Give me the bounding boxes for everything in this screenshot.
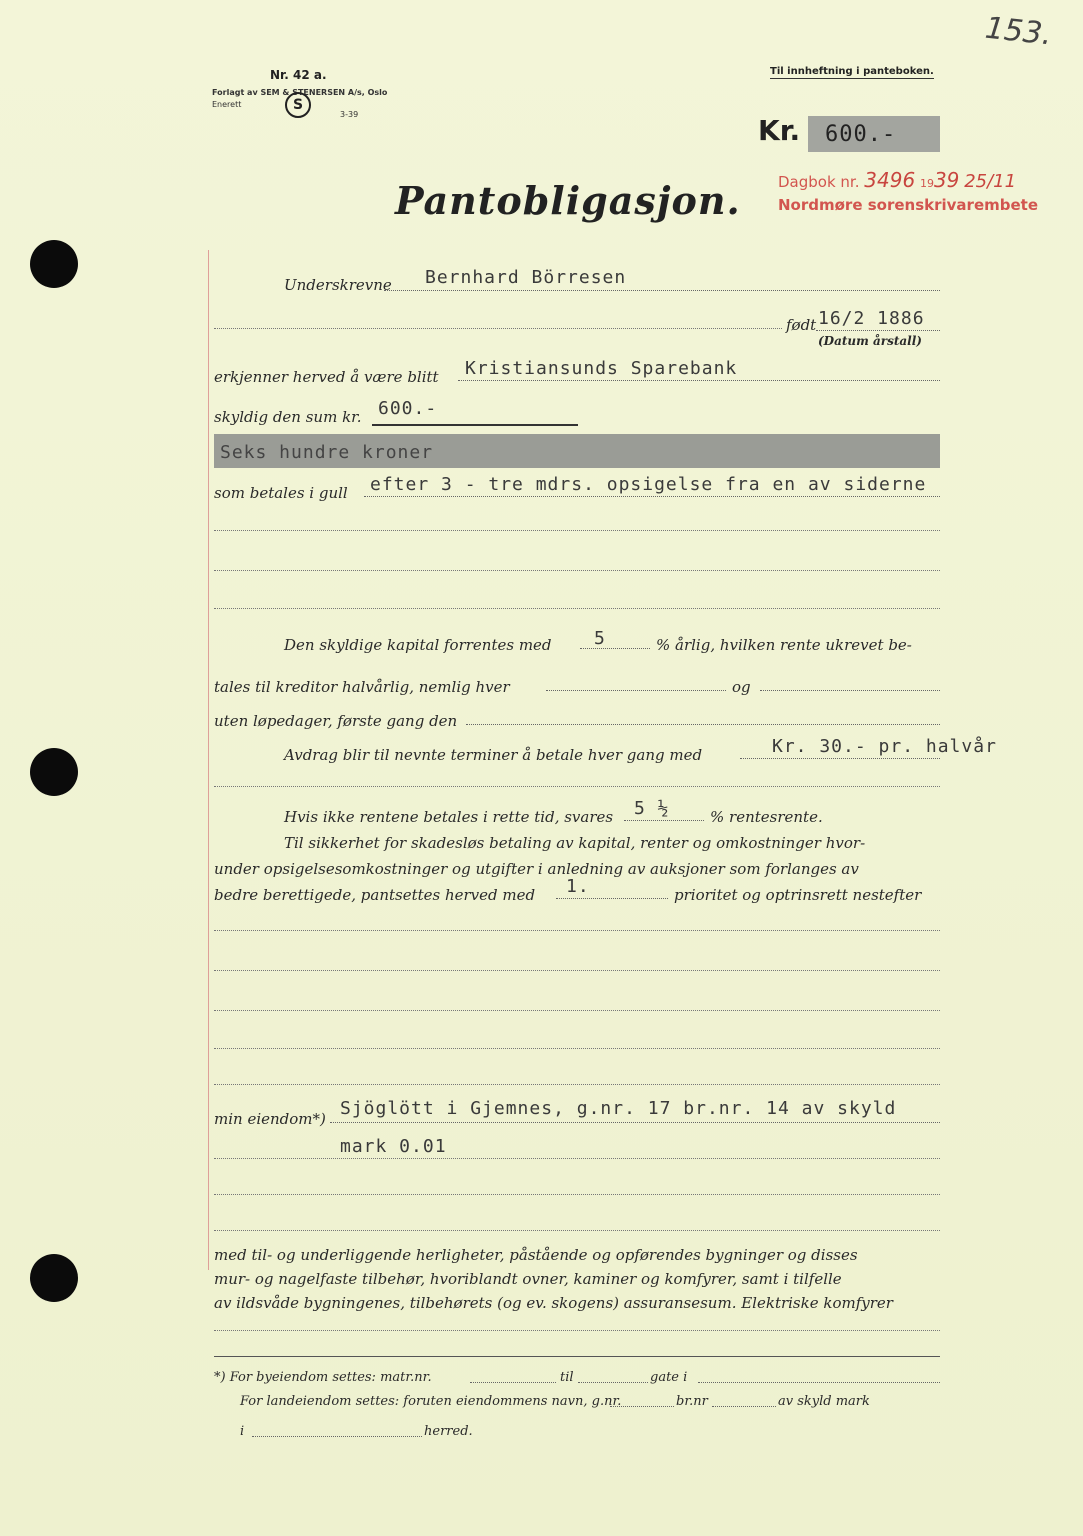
hver-line	[546, 690, 726, 691]
footnote-l3a: i	[240, 1424, 245, 1439]
publisher-right: Enerett	[212, 100, 242, 109]
rente-line1a: Den skyldige kapital forrentes med	[284, 636, 552, 654]
sikkerhet-line1: Til sikkerhet for skadesløs betaling av kapital, renter og omkostninger hvor-	[284, 834, 866, 852]
footnote-l1a: *) For byeiendom settes: matr.nr.	[214, 1370, 432, 1385]
stamp-dagbok-number: 3496	[864, 168, 916, 192]
fodt-label: født	[786, 316, 817, 334]
publisher-logo: S	[285, 92, 311, 118]
avdrag-value: Kr. 30.- pr. halvår	[772, 736, 997, 757]
blank-line	[214, 1230, 940, 1231]
erkjenner-line	[458, 380, 940, 381]
blank-line	[214, 1084, 940, 1085]
fn-dots	[610, 1406, 674, 1407]
erkjenner-value: Kristiansunds Sparebank	[465, 358, 738, 379]
page-number: 153.	[983, 10, 1054, 53]
eiendom-value2: mark 0.01	[340, 1136, 447, 1157]
blank-line	[214, 1158, 940, 1159]
blank-line	[214, 608, 940, 609]
fodt-value: 16/2 1886	[818, 308, 925, 329]
footnote-l1b: til	[560, 1370, 574, 1385]
stamp-year-prefix: 19	[919, 177, 934, 190]
skyldig-value: 600.-	[378, 398, 438, 419]
datum-label: (Datum årstall)	[818, 334, 922, 348]
undersk-line	[384, 290, 940, 291]
blank-line	[214, 328, 782, 329]
amount-label: Kr.	[758, 114, 801, 147]
og-line	[760, 690, 940, 691]
fn-dots	[470, 1382, 556, 1383]
sikkerhet-line3b: prioritet og optrinsrett nestefter	[674, 886, 922, 904]
skyldig-line	[372, 424, 578, 426]
forste-gang-line	[466, 724, 940, 725]
form-number: Nr. 42 a.	[270, 68, 327, 82]
stamp-dagbok-prefix: Dagbok nr.	[778, 173, 860, 191]
blank-line	[214, 930, 940, 931]
stamp-dagbok	[778, 168, 1016, 192]
blank-line	[214, 970, 940, 971]
publisher-line: Forlagt av SEM & STENERSEN A/s, Oslo	[212, 88, 388, 97]
gull-line	[364, 496, 940, 497]
blank-line	[214, 1048, 940, 1049]
skyldig-label: skyldig den sum kr.	[214, 408, 362, 426]
blank-line	[214, 570, 940, 571]
med-line2: mur- og nagelfaste tilbehør, hvoriblandt ovner, kaminer og komfyrer, samt i tilfelle	[214, 1270, 842, 1288]
footnote-l2c: av skyld mark	[778, 1394, 870, 1409]
fn-dots	[712, 1406, 776, 1407]
undersk-label: Underskrevne	[284, 276, 392, 294]
sikkerhet-line2: under opsigelsesomkostninger og utgifter i anledning av auksjoner som forlanges av	[214, 860, 859, 878]
fn-dots	[578, 1382, 648, 1383]
stamp-office: Nordmøre sorenskrivarembete	[778, 196, 1039, 214]
erkjenner-label: erkjenner herved å være blitt	[214, 368, 439, 386]
prioritet-line	[556, 898, 668, 899]
prioritet-value: 1.	[566, 876, 590, 897]
blank-line	[214, 1010, 940, 1011]
footnote-divider	[214, 1356, 940, 1357]
hvis-b: % rentesrente.	[710, 808, 823, 826]
rente-line1b: % årlig, hvilken rente ukrevet be-	[656, 636, 912, 654]
med-line3: av ildsvåde bygningenes, tilbehørets (og ev. skogens) assuransesum. Elektriske komfyrer	[214, 1294, 893, 1312]
footnote-l2a: For landeiendom settes: foruten eiendommens navn, g.nr.	[240, 1394, 622, 1409]
rente-line2a: tales til kreditor halvårlig, nemlig hver	[214, 678, 510, 696]
stamp-year: 39	[933, 168, 960, 192]
fn-dots	[252, 1436, 422, 1437]
gull-value: efter 3 - tre mdrs. opsigelse fra en av siderne	[370, 474, 927, 495]
sikkerhet-line3a: bedre berettigede, pantsettes herved med	[214, 886, 536, 904]
eiendom-label: min eiendom*)	[214, 1110, 326, 1128]
fn-dots	[698, 1382, 940, 1383]
rente-line3: uten løpedager, første gang den	[214, 712, 458, 730]
footnote-l1c: gate i	[650, 1370, 688, 1385]
punch-hole	[30, 748, 78, 796]
undersk-value: Bernhard Börresen	[425, 267, 627, 288]
hvis-label: Hvis ikke rentene betales i rette tid, svares	[284, 808, 614, 826]
eiendom-value1: Sjöglött i Gjemnes, g.nr. 17 br.nr. 14 av skyld	[340, 1098, 897, 1119]
rente-rate: 5	[594, 628, 606, 649]
document-title: Pantobligasjon.	[395, 178, 741, 223]
blank-line	[214, 786, 940, 787]
hvis-rate: 5 ½	[634, 798, 670, 819]
rate-line	[580, 648, 650, 649]
stamp-date: 25/11	[964, 171, 1017, 192]
gull-label: som betales i gull	[214, 484, 348, 502]
header-right: Til innheftning i panteboken.	[770, 66, 934, 77]
hvis-line	[624, 820, 704, 821]
fodt-line	[816, 330, 940, 331]
punch-hole	[30, 240, 78, 288]
blank-line	[214, 1194, 940, 1195]
rente-og: og	[732, 678, 751, 696]
blank-line	[214, 1330, 940, 1331]
blank-line	[214, 530, 940, 531]
footnote-l2b: br.nr	[676, 1394, 708, 1409]
footnote-l3b: herred.	[424, 1424, 473, 1439]
form-date: 3-39	[340, 110, 359, 119]
avdrag-line	[740, 758, 940, 759]
avdrag-label: Avdrag blir til nevnte terminer å betale hver gang med	[284, 746, 703, 764]
punch-hole	[30, 1254, 78, 1302]
eiendom-line	[330, 1122, 940, 1123]
amount-value: 600.-	[825, 122, 897, 147]
sum-words: Seks hundre kroner	[220, 442, 434, 463]
med-line1: med til- og underliggende herligheter, påstående og opførendes bygninger og disses	[214, 1246, 858, 1264]
margin-line	[208, 250, 209, 1270]
